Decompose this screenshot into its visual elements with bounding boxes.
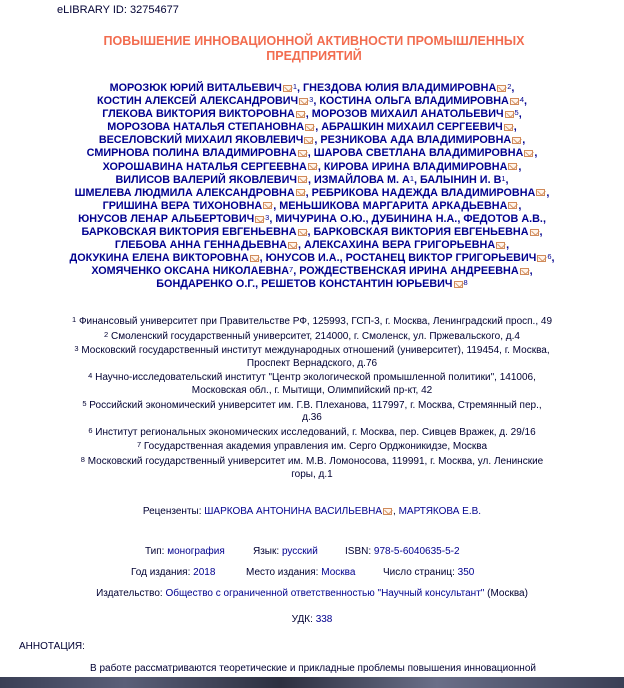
author-link[interactable]: РЕБРИКОВА НАДЕЖДА ВЛАДИМИРОВНА bbox=[311, 186, 536, 199]
author-line: ВЕСЕЛОВСКИЙ МИХАИЛ ЯКОВЛЕВИЧ , РЕЗНИКОВА АДА ВЛАДИМИРОВНА , bbox=[98, 134, 526, 147]
isbn-field bbox=[345, 546, 460, 557]
author-link[interactable]: ВЕСЕЛОВСКИЙ МИХАИЛ ЯКОВЛЕВИЧ bbox=[98, 134, 304, 147]
annotation-text: В работе рассматриваются теоретические и прикладные проблемы повышения инновационной bbox=[90, 663, 536, 674]
author-line: СМИРНОВА ПОЛИНА ВЛАДИМИРОВНА , ШАРОВА СВЕТЛАНА ВЛАДИМИРОВНА , bbox=[86, 147, 538, 160]
pages-label: Число страниц: bbox=[383, 567, 455, 578]
mail-icon[interactable] bbox=[298, 150, 307, 157]
author-link[interactable]: РОЖДЕСТВЕНСКАЯ ИРИНА АНДРЕЕВНА bbox=[299, 265, 519, 278]
author-link[interactable]: МОРОЗОВ МИХАИЛ АНАТОЛЬЕВИЧ bbox=[311, 108, 504, 121]
affiliation-item bbox=[45, 331, 579, 344]
mail-icon[interactable] bbox=[298, 229, 307, 236]
affiliation-sup: 1 bbox=[501, 173, 506, 183]
affiliation-text: д.36 bbox=[302, 412, 322, 424]
affiliation-text: горы, д.1 bbox=[291, 468, 333, 480]
elibrary-id bbox=[57, 4, 179, 16]
affiliation-sup: 1 bbox=[292, 82, 298, 91]
author-link[interactable]: МЕНЬШИКОВА МАРГАРИТА АРКАДЬЕВНА bbox=[279, 199, 508, 212]
author-line: ДОКУКИНА ЕЛЕНА ВИКТОРОВНА , ЮНУСОВ И.А., РОСТАНЕЦ ВИКТОР ГРИГОРЬЕВИЧ $^6$, bbox=[69, 252, 555, 265]
publisher-link[interactable]: Общество с ограниченной ответственностью "Научный консультант" bbox=[165, 588, 485, 599]
type-field bbox=[145, 546, 225, 557]
affiliation-sup: 3 bbox=[265, 212, 270, 222]
author-link[interactable]: МОРОЗОВА НАТАЛЬЯ СТЕПАНОВНА bbox=[107, 121, 305, 134]
affiliation-text: Московская обл., г. Мытищи, Олимпийский пр-кт, 42 bbox=[191, 384, 433, 396]
mail-icon[interactable] bbox=[298, 176, 307, 183]
elibrary-id-value: 32754677 bbox=[129, 4, 179, 16]
elibrary-id-label: eLIBRARY ID: bbox=[57, 4, 127, 16]
mail-icon[interactable] bbox=[288, 242, 297, 249]
affiliation-text: Смоленский государственный университет, 214000, г. Смоленск, ул. Пржевальского, д.4 bbox=[111, 330, 520, 342]
mail-icon[interactable] bbox=[524, 150, 533, 157]
author-line: КОСТИН АЛЕКСЕЙ АЛЕКСАНДРОВИЧ $^3$, КОСТИНА ОЛЬГА ВЛАДИМИРОВНА $^4$, bbox=[96, 95, 528, 108]
author-link[interactable]: КОСТИН АЛЕКСЕЙ АЛЕКСАНДРОВИЧ bbox=[96, 95, 299, 108]
affiliation-sup: 5 bbox=[514, 108, 519, 118]
author-line: ЮНУСОВ ЛЕНАР АЛЬБЕРТОВИЧ $^3$, МИЧУРИНА О.Ю., ДУБИНИНА Н.А., ФЕДОТОВ А.В., bbox=[78, 212, 546, 225]
mail-icon[interactable] bbox=[508, 202, 517, 209]
affiliation-number: 4 bbox=[88, 371, 93, 381]
affiliation-sup: 4 bbox=[519, 95, 525, 105]
publisher-label: Издательство: bbox=[96, 588, 163, 599]
author-line: ГЛЕКОВА ВИКТОРИЯ ВИКТОРОВНА , МОРОЗОВ МИХАИЛ АНАТОЛЬЕВИЧ $^5$, bbox=[102, 108, 522, 121]
author-link[interactable]: РОСТАНЕЦ ВИКТОР ГРИГОРЬЕВИЧ bbox=[345, 252, 537, 265]
author-link[interactable]: ШАРОВА СВЕТЛАНА ВЛАДИМИРОВНА bbox=[313, 147, 524, 160]
author-link[interactable]: АБРАШКИН МИХАИЛ СЕРГЕЕВИЧ bbox=[321, 121, 503, 134]
mail-icon[interactable] bbox=[530, 229, 539, 236]
mail-icon[interactable] bbox=[296, 111, 305, 118]
author-link[interactable]: БОНДАРЕНКО О.Г. bbox=[156, 278, 256, 291]
mail-icon[interactable] bbox=[263, 202, 272, 209]
mail-icon[interactable] bbox=[283, 85, 292, 92]
affiliation-item bbox=[45, 316, 579, 329]
page-title bbox=[40, 34, 588, 64]
affiliation-number: 5 bbox=[82, 398, 87, 408]
author-line: ВИЛИСОВ ВАЛЕРИЙ ЯКОВЛЕВИЧ , ИЗМАЙЛОВА М. $А^1$, БАЛЫНИН И. $В^1$, bbox=[115, 173, 509, 186]
mail-icon[interactable] bbox=[508, 163, 517, 170]
author-link[interactable]: ДОКУКИНА ЕЛЕНА ВИКТОРОВНА bbox=[69, 252, 249, 265]
year-label: Год издания: bbox=[131, 567, 191, 578]
mail-icon[interactable] bbox=[308, 163, 317, 170]
affiliation-text: Проспект Вернадского, д.76 bbox=[246, 357, 378, 369]
reviewers-label: Рецензенты: bbox=[142, 506, 202, 517]
author-line: МОРОЗЮК ЮРИЙ ВИТАЛЬЕВИЧ $^1$, ГНЕЗДОВА ЮЛИЯ ВЛАДИМИРОВНА $^2$, bbox=[109, 82, 515, 94]
udk-label: УДК: bbox=[291, 614, 313, 625]
language-value: русский bbox=[281, 546, 318, 557]
affiliation-sup: 2 bbox=[507, 82, 512, 91]
pages-field bbox=[383, 567, 474, 578]
affiliation-number: 3 bbox=[74, 344, 79, 354]
author-link[interactable]: БАРКОВСКАЯ ВИКТОРИЯ ЕВГЕНЬЕВНА bbox=[81, 226, 297, 239]
type-label: Тип: bbox=[145, 546, 165, 557]
title-line-1: ПОВЫШЕНИЕ ИННОВАЦИОННОЙ АКТИВНОСТИ ПРОМЫШЛЕННЫХ bbox=[103, 34, 525, 48]
mail-icon[interactable] bbox=[305, 124, 314, 131]
affiliation-sup: 6 bbox=[547, 252, 552, 262]
author-line: ШМЕЛЕВА ЛЮДМИЛА АЛЕКСАНДРОВНА , РЕБРИКОВА НАДЕЖДА ВЛАДИМИРОВНА , bbox=[74, 186, 550, 199]
pages-value: 350 bbox=[457, 567, 475, 578]
mail-icon[interactable] bbox=[304, 137, 313, 144]
language-label: Язык: bbox=[253, 546, 280, 557]
affiliations-list bbox=[45, 316, 579, 483]
affiliation-item bbox=[45, 372, 579, 397]
author-link[interactable]: ШМЕЛЕВА ЛЮДМИЛА АЛЕКСАНДРОВНА bbox=[74, 186, 295, 199]
reviewer-link[interactable]: ШАРКОВА АНТОНИНА ВАСИЛЬЕВНА bbox=[204, 506, 383, 517]
mail-icon[interactable] bbox=[299, 98, 308, 105]
affiliation-text: Институт региональных экономических исследований, г. Москва, пер. Сивцев Вражек, д. 29/16 bbox=[95, 426, 536, 438]
author-link[interactable]: КИРОВА ИРИНА ВЛАДИМИРОВНА bbox=[323, 160, 508, 173]
udk-field bbox=[0, 614, 624, 625]
author-line: БОНДАРЕНКО О.Г., РЕШЕТОВ КОНСТАНТИН ЮРЬЕВИЧ $^8$ bbox=[156, 278, 468, 291]
author-link[interactable]: ДУБИНИНА Н.А. bbox=[371, 212, 458, 225]
mail-icon[interactable] bbox=[454, 281, 463, 288]
author-link[interactable]: ФЕДОТОВ А.В. bbox=[463, 212, 543, 225]
author-link[interactable]: ИЗМАЙЛОВА М. А bbox=[313, 173, 410, 186]
affiliation-item bbox=[45, 456, 579, 481]
author-link[interactable]: ГЛЕБОВА АННА ГЕННАДЬЕВНА bbox=[114, 239, 288, 252]
author-line: МОРОЗОВА НАТАЛЬЯ СТЕПАНОВНА , АБРАШКИН МИХАИЛ СЕРГЕЕВИЧ , bbox=[107, 121, 517, 134]
annotation-label: АННОТАЦИЯ: bbox=[19, 641, 85, 652]
affiliation-sup: 3 bbox=[309, 95, 314, 105]
author-link[interactable]: БАЛЫНИН И. В bbox=[420, 173, 502, 186]
mail-icon[interactable] bbox=[504, 124, 513, 131]
author-link[interactable]: МОРОЗЮК ЮРИЙ ВИТАЛЬЕВИЧ bbox=[109, 82, 282, 94]
mail-icon[interactable] bbox=[296, 189, 305, 196]
affiliation-sup: 7 bbox=[289, 265, 294, 275]
place-field bbox=[246, 567, 355, 578]
affiliation-number: 6 bbox=[88, 425, 93, 435]
affiliation-sup: 1 bbox=[409, 173, 415, 183]
affiliation-item bbox=[45, 345, 579, 370]
isbn-value: 978-5-6040635-5-2 bbox=[373, 546, 460, 557]
author-link[interactable]: ГЛЕКОВА ВИКТОРИЯ ВИКТОРОВНА bbox=[102, 108, 295, 121]
author-line: ГЛЕБОВА АННА ГЕННАДЬЕВНА , АЛЕКСАХИНА ВЕРА ГРИГОРЬЕВНА , bbox=[114, 239, 510, 252]
mail-icon[interactable] bbox=[505, 111, 514, 118]
reviewers: Рецензенты: ШАРКОВА АНТОНИНА ВАСИЛЬЕВНА , МАРТЯКОВА Е.В. bbox=[142, 506, 482, 517]
author-link[interactable]: РЕЗНИКОВА АДА ВЛАДИМИРОВНА bbox=[320, 134, 512, 147]
author-line: БАРКОВСКАЯ ВИКТОРИЯ ЕВГЕНЬЕВНА , БАРКОВСКАЯ ВИКТОРИЯ ЕВГЕНЬЕВНА , bbox=[81, 226, 543, 239]
affiliation-text: Научно-исследовательский институт "Центр экологической промышленной политики", 141006, bbox=[95, 372, 536, 384]
type-value: монография bbox=[167, 546, 225, 557]
affiliation-number: 8 bbox=[80, 454, 85, 464]
author-link[interactable]: ГРИШИНА ВЕРА ТИХОНОВНА bbox=[102, 199, 263, 212]
mail-icon[interactable] bbox=[536, 189, 545, 196]
affiliation-text: Московский государственный университет им. М.В. Ломоносова, 119991, г. Москва, ул. Ленинские bbox=[87, 455, 544, 467]
year-field bbox=[131, 567, 215, 578]
author-line: ХОМЯЧЕНКО ОКСАНА НИКОЛАЕВНА$^7$, РОЖДЕСТВЕНСКАЯ ИРИНА АНДРЕЕВНА , bbox=[91, 265, 533, 278]
mail-icon[interactable] bbox=[496, 242, 505, 249]
author-link[interactable]: ВИЛИСОВ ВАЛЕРИЙ ЯКОВЛЕВИЧ bbox=[115, 173, 297, 186]
mail-icon[interactable] bbox=[537, 255, 546, 262]
place-label: Место издания: bbox=[246, 567, 319, 578]
affiliation-text: Московский государственный институт международных отношений (университет), 119454, г. Москва, bbox=[81, 345, 550, 357]
author-link[interactable]: СМИРНОВА ПОЛИНА ВЛАДИМИРОВНА bbox=[86, 147, 297, 160]
affiliation-number: 2 bbox=[104, 329, 109, 339]
title-line-2: ПРЕДПРИЯТИЙ bbox=[266, 49, 362, 63]
language-field bbox=[253, 546, 318, 557]
mail-icon[interactable] bbox=[383, 508, 392, 515]
affiliation-number: 1 bbox=[71, 315, 77, 324]
author-link[interactable]: ГНЕЗДОВА ЮЛИЯ ВЛАДИМИРОВНА bbox=[303, 82, 497, 94]
affiliation-text: Финансовый университет при Правительстве РФ, 125993, ГСП-3, г. Москва, Ленинградский просп., 49 bbox=[78, 316, 552, 327]
author-link[interactable]: РЕШЕТОВ КОНСТАНТИН ЮРЬЕВИЧ bbox=[261, 278, 453, 291]
publisher-city: (Москва) bbox=[487, 588, 528, 599]
authors-list bbox=[30, 82, 594, 292]
author-link[interactable]: ЮНУСОВ ЛЕНАР АЛЬБЕРТОВИЧ bbox=[78, 212, 255, 225]
affiliation-item bbox=[45, 427, 579, 440]
affiliation-number: 7 bbox=[136, 440, 142, 450]
place-value: Москва bbox=[321, 567, 356, 578]
reviewer-link[interactable]: МАРТЯКОВА Е.В. bbox=[398, 506, 482, 517]
mail-icon[interactable] bbox=[255, 216, 264, 223]
udk-value: 338 bbox=[315, 614, 333, 625]
affiliation-text: Государственная академия управления им. Серго Орджоникидзе, Москва bbox=[143, 441, 488, 453]
isbn-label: ISBN: bbox=[345, 546, 372, 557]
mail-icon[interactable] bbox=[512, 137, 521, 144]
author-link[interactable]: ЮНУСОВ И.А. bbox=[265, 252, 340, 265]
author-link[interactable]: КОСТИНА ОЛЬГА ВЛАДИМИРОВНА bbox=[319, 95, 509, 108]
affiliation-item bbox=[45, 441, 579, 454]
mail-icon[interactable] bbox=[520, 268, 529, 275]
publisher-field bbox=[0, 588, 624, 599]
author-link[interactable]: МИЧУРИНА О.Ю. bbox=[275, 212, 366, 225]
mail-icon[interactable] bbox=[497, 85, 506, 92]
mail-icon[interactable] bbox=[250, 255, 259, 262]
mail-icon[interactable] bbox=[510, 98, 519, 105]
taskbar-strip bbox=[0, 677, 624, 688]
affiliation-item bbox=[45, 400, 579, 425]
affiliation-text: Российский экономический университет им. Г.В. Плеханова, 117997, г. Москва, Стремянный пер., bbox=[89, 399, 542, 411]
author-link[interactable]: АЛЕКСАХИНА ВЕРА ГРИГОРЬЕВНА bbox=[304, 239, 496, 252]
author-link[interactable]: ХОРОШАВИНА НАТАЛЬЯ СЕРГЕЕВНА bbox=[102, 160, 307, 173]
author-link[interactable]: БАРКОВСКАЯ ВИКТОРИЯ ЕВГЕНЬЕВНА bbox=[313, 226, 529, 239]
author-line: ГРИШИНА ВЕРА ТИХОНОВНА , МЕНЬШИКОВА МАРГАРИТА АРКАДЬЕВНА , bbox=[102, 199, 522, 212]
affiliation-sup: 8 bbox=[463, 278, 468, 288]
author-link[interactable]: ХОМЯЧЕНКО ОКСАНА НИКОЛАЕВНА bbox=[91, 265, 290, 278]
author-line: ХОРОШАВИНА НАТАЛЬЯ СЕРГЕЕВНА , КИРОВА ИРИНА ВЛАДИМИРОВНА , bbox=[102, 160, 522, 173]
year-value: 2018 bbox=[193, 567, 216, 578]
